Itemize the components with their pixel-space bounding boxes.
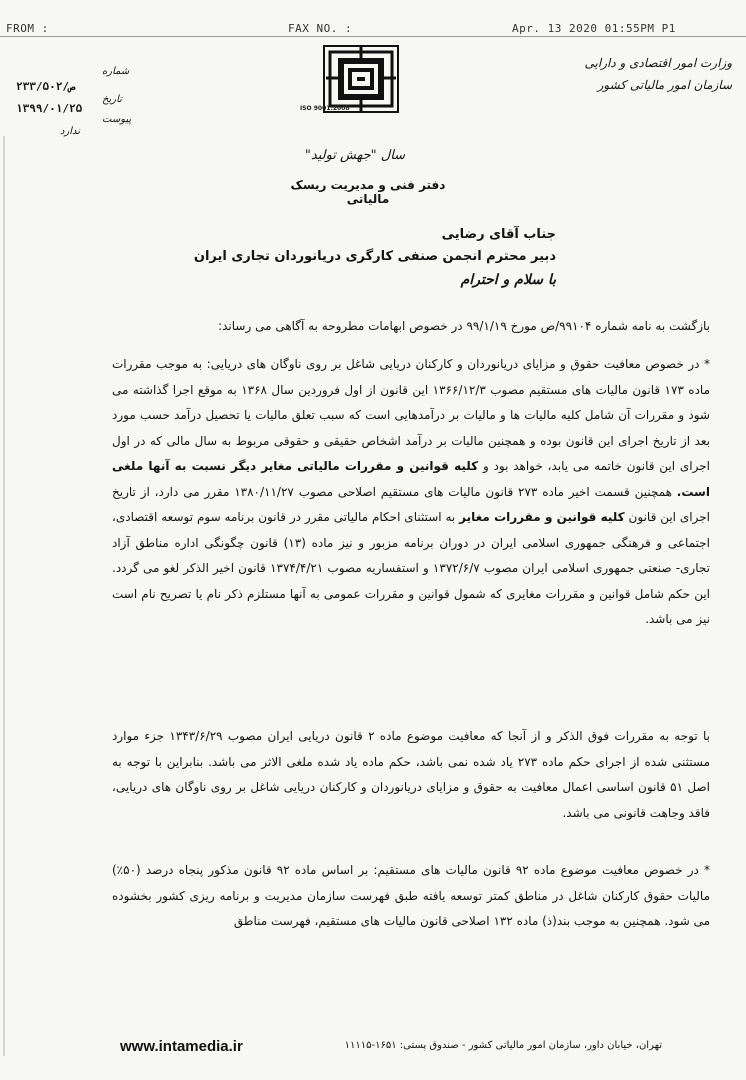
attachment-value: ندارد <box>60 126 81 137</box>
recipient-block <box>156 224 556 268</box>
date-label: تاریخ <box>102 94 122 105</box>
tax-organization-logo-icon <box>322 44 400 114</box>
paragraph-reference: بازگشت به نامه شماره ۹۹۱۰۴/ص مورخ ۹۹/۱/۱۹ در خصوص ابهامات مطروحه به آگاهی می رساند: <box>218 319 710 333</box>
emphasis-text: کلیه قوانین و مقررات مغایر <box>459 510 625 524</box>
ministry-name: وزارت امور اقتصادی و دارایی <box>584 56 732 70</box>
greeting: با سلام و احترام <box>460 272 556 288</box>
paragraph-exemption-seafarers <box>112 352 710 633</box>
emphasis-text: کلیه قوانین و مقررات مالیاتی مغایر دیگر نسبت به آنها ملغی است. <box>112 459 710 499</box>
paragraph-text: به استثنای احکام مالیاتی مقرر در قانون برنامه سوم توسعه اقتصادی، اجتماعی و فرهنگی جمهوری اسلامی ایران در دوران برنامه مزبور و نیز ماده (۱۳) قانون چگونگی اداره مناطق آزاد تجاری- صنعتی جمهوری اسلامی ایران مصوب ۱۳۷۲/۶/۷ و استفساریه مصوب ۱۳۷۴/۴/۲۱ قانون اخیر الذکر لغو می گردد. این حکم شامل قوانین و مقررات مغایری که شمول قوانین و مقررات عمومی به آنها مستلزم ذکر نام یا تصریح نام است نیز می باشد. <box>112 510 710 626</box>
ministry-header <box>512 52 732 96</box>
website-link[interactable]: www.intamedia.ir <box>120 1038 243 1055</box>
recipient-title: دبیر محترم انجمن صنفی کارگری دریانوردان تجاری ایران <box>193 249 556 264</box>
paragraph-article-92: * در خصوص معافیت موضوع ماده ۹۲ قانون مالیات های مستقیم: بر اساس ماده ۹۲ قانون مذکور پنجاه درصد (۵۰٪) مالیات حقوق کارکنان شاغل در مناطق کمتر توسعه یافته طبق فهرست سازمان مدیریت و برنامه ریزی کشور بخشوده می شود. همچنین به موجب بند(ذ) ماده ۱۳۲ اصلاحی قانون مالیات های مستقیم، فهرست مناطق <box>112 863 710 928</box>
paragraph-conclusion: با توجه به مقررات فوق الذکر و از آنجا که معافیت موضوع ماده ۲ قانون دریایی ایران مصوب ۱۳۴۳/۶/۲۹ جزء موارد مستثنی شده از اجرای حکم ماده ۲۷۳ یاد شده نمی باشد، حکم ماده یاد شده ملغی الاثر می باشد. بنابراین با توجه به اصل ۵۱ قانون اساسی اعمال معافیت به حقوق و مزایای دریانوردان و کارکنان دریایی شاغل بر روی ناوگان های دریایی، فاقد وجاهت قانونی می باشد. <box>112 729 711 820</box>
letter-date: ۱۳۹۹/۰۱/۲۵ <box>16 102 83 115</box>
iso-certification-label: ISO 9001:2008 <box>300 105 350 112</box>
fax-datetime: Apr. 13 2020 01:55PM P1 <box>512 22 676 35</box>
fax-header-divider <box>0 36 746 37</box>
letter-number: ۲۳۳/۵۰۲/ص <box>16 80 76 93</box>
fax-number-label: FAX NO. : <box>288 22 353 35</box>
scan-edge-shadow <box>3 136 5 1056</box>
paragraph-text: همچنین قسمت اخیر ماده ۲۷۳ قانون مالیات های مستقیم اصلاحی مصوب ۱۳۸۰/۱۱/۲۷ مقرر می دارد، از تاریخ اجرای این قانون <box>112 484 710 524</box>
attachment-label: پیوست <box>102 114 132 125</box>
paragraph-text: * در خصوص معافیت حقوق و مزایای دریانوردان و کارکنان دریایی شاغل بر روی ناوگان های دریایی: به موجب مقررات ماده ۱۷۳ قانون مالیات های مستقیم مصوب ۱۳۶۶/۱۲/۳ این قانون از اول فروردین سال ۱۳۶۸ به موقع اجرا گذاشته می شود و مقررات آن شامل کلیه مالیات ها و مالیات بر درآمدهایی است که سبب تعلق مالیات یا تحصیل درآمد حسب مورد بعد از تاریخ اجرای این قانون بوده و همچنین مالیات بر درآمد اشخاص حقیقی و حقوقی مربوط به سال مالی که در اول اجرای این قانون خاتمه می یابد، خواهد بود و <box>112 357 711 473</box>
fax-from-label: FROM : <box>6 22 49 35</box>
number-label: شماره <box>102 66 130 77</box>
organization-name: سازمان امور مالیاتی کشور <box>597 78 732 92</box>
letter-metadata <box>10 66 132 138</box>
year-slogan: سال "جهش تولید" <box>304 148 406 163</box>
footer-address: تهران، خیابان داور، سازمان امور مالیاتی کشور - صندوق پستی: ۱۶۵۱-۱۱۱۱۵ <box>344 1040 662 1051</box>
issuing-office: دفتر فنی و مدیریت ریسک مالیاتی <box>290 178 446 206</box>
recipient-name: جناب آقای رضایی <box>441 227 556 242</box>
